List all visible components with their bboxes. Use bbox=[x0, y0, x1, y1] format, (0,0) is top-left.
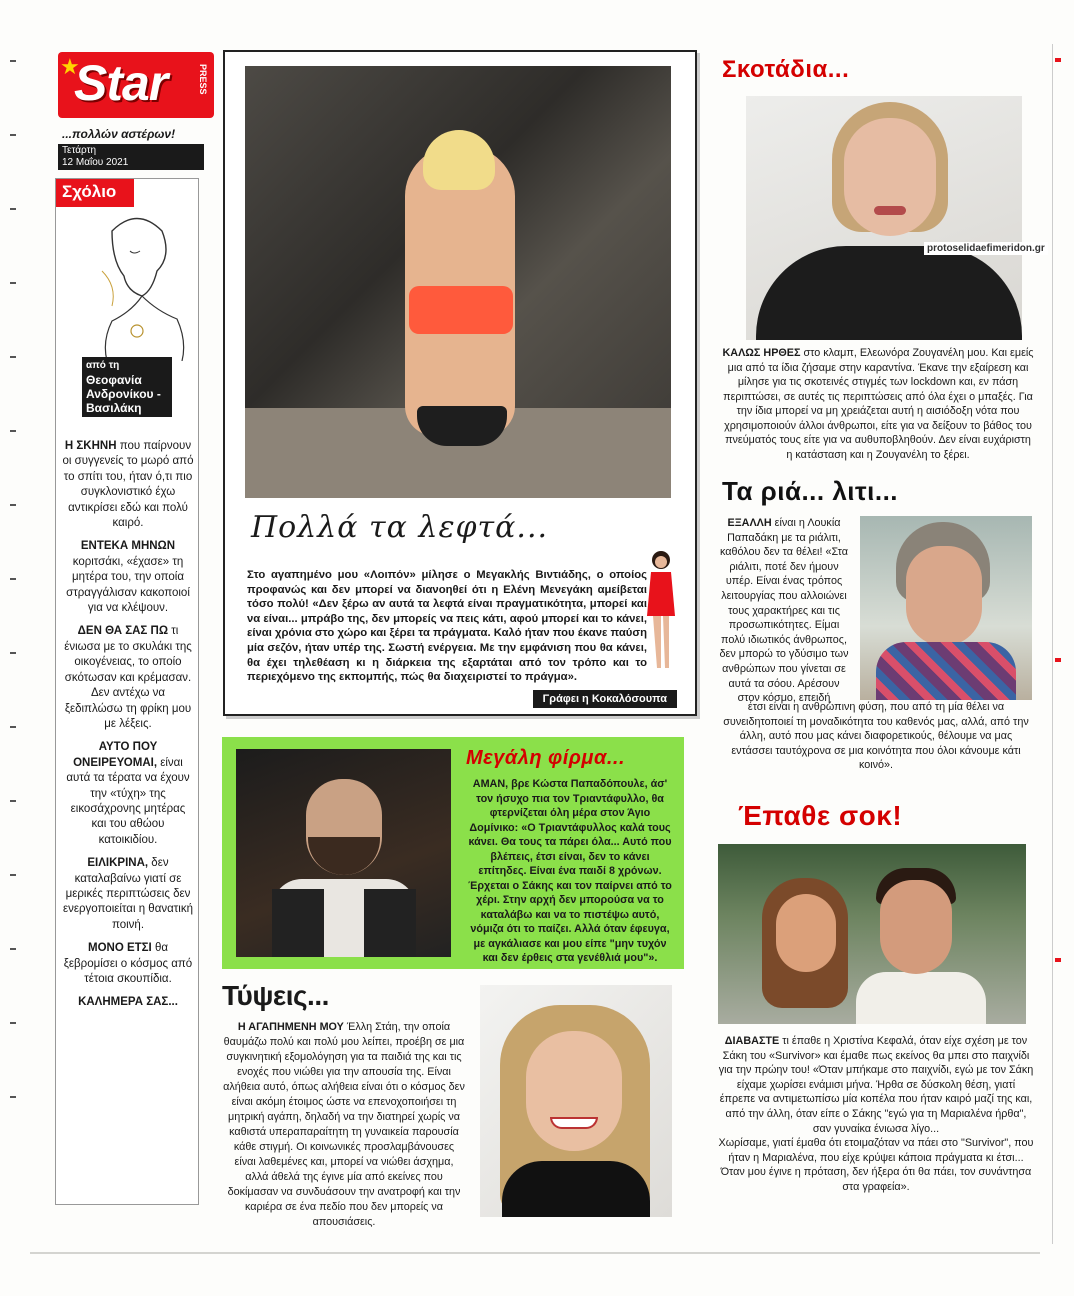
comment-paragraph: ΑΥΤΟ ΠΟΥ ΟΝΕΙΡΕΥΟΜΑΙ, είναι αυτά τα τέρατα να έχουν την «τύχη» της εικοσάχρονης μητέρας και του αθώου κατοικιδίου. bbox=[66, 741, 190, 846]
green-box-body: ΑΜΑΝ, βρε Κώστα Παπαδόπουλε, άσ' τον ήσυχο πια τον Τριαντάφυλλο, θα φτερνίζεται όλη μέρα στον Άγιο Δομίνικο: «Ο Τριαντάφυλλος καλά τους κάνει. Θα τους τα πάρει όλα... Αυτό που βλέπεις, έτσι είναι, δεν το κάνει επίτηδες. Είναι ένα παιδί 8 χρόνων. Έρχεται ο Σάκης και τον παίρνει από το χέρι. Στην αρχή δεν μπορούσα να το καταλάβω και να το πιστέψω αυτό, νόμιζα ότι το παίζει. Αλλά όταν έφευγα, με αγκάλιασε και μου είπε "μην τυχόν και δεν έρθεις στα γενέθλιά μου"». bbox=[468, 778, 672, 964]
comment-text bbox=[62, 439, 194, 1019]
green-box-article bbox=[222, 737, 684, 969]
skotadia-title: Σκοτάδια... bbox=[722, 56, 850, 83]
ria-title: Τα ριά... λιτι... bbox=[722, 476, 899, 506]
page-edge-strip bbox=[1052, 44, 1064, 1244]
green-box-title: Μεγάλη φίρμα... bbox=[466, 747, 626, 769]
epathe-body-2: Χωρίσαμε, γιατί έμαθα ότι ετοιμαζόταν να πάει στο "Survivor", που ήταν η Μαριαλένα, που είχε κρύψει κάποια πράγματα κι έτσι... Όταν μου έγινε η πρόταση, δεν ήξερα ότι θα πάει, τον συνάντησα στα γραφεία». bbox=[718, 1137, 1034, 1193]
feature-byline: Γράφει η Κοκαλόσουπα bbox=[533, 690, 677, 708]
watermark: protoselidaefimeridon.gr bbox=[924, 242, 1048, 255]
man-portrait-photo bbox=[236, 749, 451, 957]
comment-paragraph: ΕΙΛΙΚΡΙΝΑ, δεν καταλαβαίνω γιατί σε μερικές περιπτώσεις δεν ενεργοποιείται η θανατική ποινή. bbox=[63, 857, 193, 931]
columnist-caricature bbox=[82, 211, 192, 361]
feature-article bbox=[223, 50, 697, 716]
binding-marks bbox=[10, 60, 22, 1240]
feature-title: Πολλά τα λεφτά... bbox=[251, 510, 549, 545]
day-label: Τετάρτη bbox=[62, 145, 97, 156]
couple-selfie-photo bbox=[718, 844, 1026, 1024]
ria-body-continued: έτσι είναι η ανθρώπινη φύση, που από τη μία θέλει να συνειδητοποιεί τη μοναδικότητα του καθενός μας, αλλά, από την άλλη, αυτό που μας κάνει διαφορετικούς, θέλουμε να μας εντάσσει ταυτόχρονα σε μια κοινότητα που όλοι κάνουμε κάτι κοινό». bbox=[723, 701, 1029, 772]
comment-heading: Σχόλιο bbox=[56, 179, 134, 207]
skotadia-body: ΚΑΛΩΣ ΗΡΘΕΣ στο κλαμπ, Ελεωνόρα Ζουγανέλη μου. Και εμείς μια από τα ίδια ζήσαμε στην καραντίνα. Έκανε την εξαίρεση και μίλησε για τις σκοτεινές στιγμές των lockdown και, εν πάση περιπτώσει, σε αυτές τις περιπτώσεις από όλα έχει ο μπαξές. Για την ίδια μπορεί να μη χρειάζεται αυτή η αισιόδοξη νότα που χρησιμοποιούν άλλοι άνθρωποι, είτε για να δείξουν το βάθος του πνεύματός τους είτε για να αυθυποβληθούν. Δεν είναι ευχάριστη η κατάσταση και η Ζουγανέλη το ξέρει. bbox=[722, 347, 1034, 461]
credit-name: Θεοφανία Ανδρονίκου - Βασιλάκη bbox=[86, 373, 161, 415]
beach-photo bbox=[245, 66, 671, 498]
credit-prefix: από τη bbox=[86, 360, 120, 371]
ria-body-left: ΕΞΑΛΛΗ είναι η Λουκία Παπαδάκη με τα ριάλιτι, καθόλου δεν τα θέλει! «Στα ριάλιτι, ποτέ δεν ήμουν υπέρ. Είναι ένας τρόπος λειτουργίας που αλλοιώνει τους χαρακτήρες και τις προσωπικότητες. Είμαι πολύ ιδιωτικός άνθρωπος, δεν μπορώ το γδύσιμο των ανθρώπων που γίνεται σε αυτά τα σόου. Αρέσουν στον κόσμο, επειδή bbox=[719, 517, 849, 705]
feature-body: Στο αγαπημένο μου «Λοιπόν» μίλησε ο Μεγακλής Βιντιάδης, ο οποίος προφανώς και δεν μπορεί να διανοηθεί ότι η Ελένη Μενεγάκη αμείβεται τόσο πολύ! «Δεν ξέρω αν αυτά τα λεφτά είναι πραγματικότητα, μπορεί και να είναι... μπράβο της, δεν μπορείς να πεις κάτι, αφού μπορεί και το κάνει, είναι χρόνια στο χώρο και ξέρει τα πράγματα. Καλό ήταν που έκανε παύση μία σεζόν, ήταν υπέρ της. Σωστή ενέργεια. Με την εμφάνιση που θα κάνει, θα έχει τηλεθέαση κι η διάρκεια της εξαρτάται από τον τρόπο και το περιεχόμενο της εκπομπής, πώς θα διαχειριστεί το πράγμα». bbox=[247, 569, 647, 684]
tagline: ...πολλών αστέρων! bbox=[62, 127, 176, 141]
comment-paragraph: Η ΣΚΗΝΗ που παίρνουν οι συγγενείς το μωρό από το σπίτι του, ήταν ό,τι πιο συγκλονιστικό έχω αντικρίσει εδώ και πολύ καιρό. bbox=[62, 440, 194, 530]
comment-paragraph: ΜΟΝΟ ΕΤΣΙ θα ξεβρομίσει ο κόσμος από τέτοια σκουπίδια. bbox=[63, 942, 193, 985]
pinup-illustration bbox=[641, 546, 681, 676]
logo-text: Star bbox=[74, 55, 168, 111]
comment-paragraph: ΚΑΛΗΜΕΡΑ ΣΑΣ... bbox=[78, 996, 178, 1009]
typseis-body: Η ΑΓΑΠΗΜΕΝΗ ΜΟΥ Έλλη Στάη, την οποία θαυμάζω πολύ και πολύ μου λείπει, προέβη σε μια συγκινητική εξομολόγηση για τα παιδιά της και τις ενοχές που νιώθει για την απουσία της. Είναι αλήθεια αυτό, όπως αλήθεια είναι ότι ο κόσμος δεν είναι ακόμη έτοιμος ώστε να επενοχοποιήσει τη μητρική αγάπη, δηλαδή να την διατηρεί χωρίς να καθιστά υπεραπαραίτητη τη γυναικεία παρουσία κάθε στιγμή. Οι κοινωνικές προσλαμβάνουσες είναι λαθεμένες και, μπορεί να νιώθει άσχημα, αλλά άθελά της έγινε μία από εκείνες που δοκίμασαν να συνδυάσουν την ανατροφή και την καριέρα σε ένα πεδίο που δεν μπορείς να απουσιάσεις. bbox=[223, 1021, 465, 1228]
logo-press-text: PRESS bbox=[198, 64, 208, 95]
comment-paragraph: ΔΕΝ ΘΑ ΣΑΣ ΠΩ τι ένιωσα με το σκυλάκι της οικογένειας, το οποίο σκότωσαν και κρέμασαν. Δεν αντέχω να ξεδιπλώσω τη φρίκη μου με λέξεις. bbox=[64, 625, 192, 730]
bottom-rule bbox=[30, 1252, 1040, 1254]
columnist-credit bbox=[82, 357, 172, 417]
epathe-body: ΔΙΑΒΑΣΤΕ τι έπαθε η Χριστίνα Κεφαλά, όταν είχε σχέση με τον Σάκη του «Survivor» και έμαθε πως εκείνος θα μπει στο παιχνίδι για την πρώην του! «Όταν μπήκαμε στο παιχνίδι, εγώ με τον Σάκη είχαμε χωρίσει ενάμισι μήνα. Ήρθα σε δύσκολη θέση, γιατί έπρεπε να αντιμετωπίσω μία κοπέλα που ήταν καιρό μαζί της και, από την άλλη, όταν είπε ο Σάκης "εγώ για τη Μαριαλένα ήρθα", σαν γυναίκα ένιωσα λίγο... Χωρίσαμε, γιατί έμαθα ότι ετοιμαζόταν να πάει στο "Survivor", που ήταν η Μαριαλένα, που είχε κρύψει κάποια πράγματα κι έτσι... Όταν μου έγινε η πρόταση, δεν ήξερα ότι θα πάει, τον συνάντησα στα γραφεία». bbox=[718, 1035, 1034, 1193]
epathe-title: Έπαθε σοκ! bbox=[738, 800, 903, 831]
comment-column bbox=[55, 178, 199, 1205]
woman-portrait-photo bbox=[746, 96, 1022, 340]
comment-paragraph: ΕΝΤΕΚΑ ΜΗΝΩΝ κοριτσάκι, «έχασε» τη μητέρα του, την οποία στραγγάλισαν κακοποιοί για να κλέψουν. bbox=[66, 540, 190, 615]
short-hair-woman-photo bbox=[860, 516, 1032, 700]
typseis-title: Τύψεις... bbox=[222, 980, 329, 1011]
date-box bbox=[58, 144, 204, 170]
star-icon: ★ bbox=[60, 54, 80, 79]
woman-smiling-photo bbox=[480, 985, 672, 1217]
star-press-logo bbox=[58, 52, 214, 118]
date-label: 12 Μαΐου 2021 bbox=[62, 157, 129, 168]
